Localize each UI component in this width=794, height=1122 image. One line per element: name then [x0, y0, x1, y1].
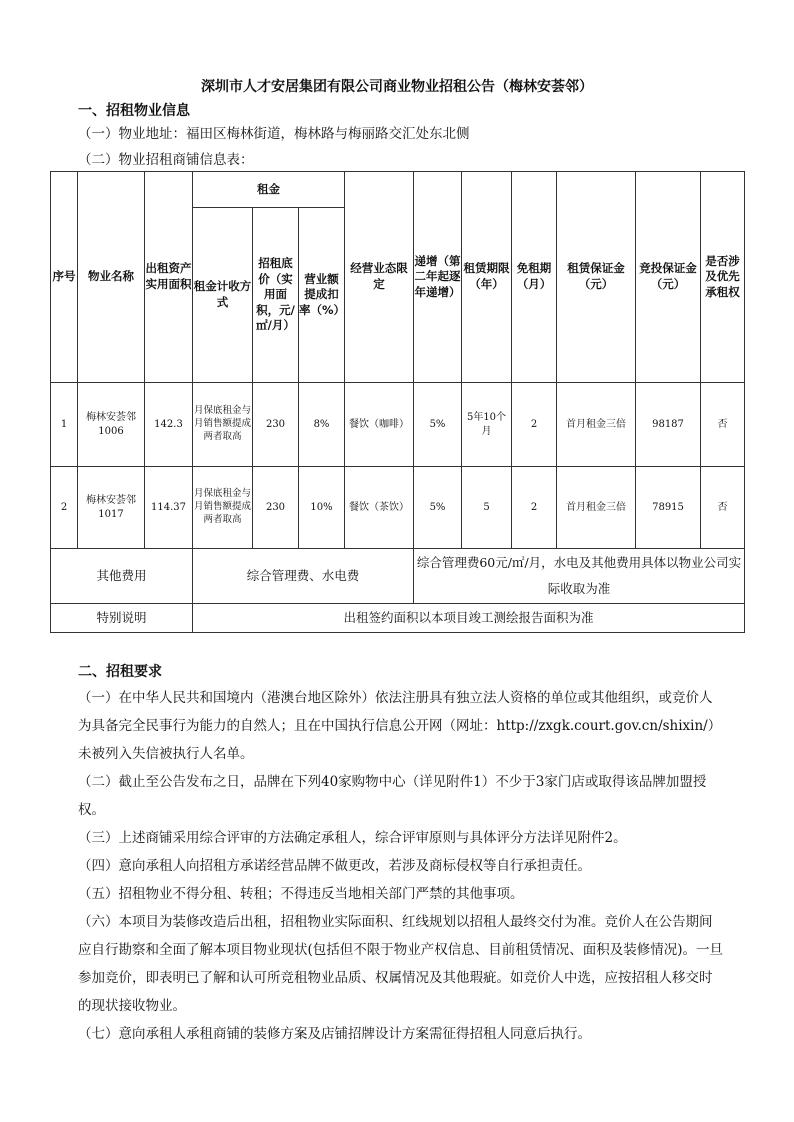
row-priority: 否: [701, 467, 745, 549]
row-bid: 78915: [636, 467, 701, 549]
row-area: 114.37: [145, 467, 193, 549]
row-business: 餐饮（咖啡）: [345, 383, 414, 467]
row-business: 餐饮（茶饮）: [345, 467, 414, 549]
header-bid-deposit: 竞投保证金（元）: [636, 172, 701, 383]
requirement-item-4: （四）意向承租人向招租方承诺经营品牌不做更改，若涉及商标侵权等自行承担责任。: [78, 858, 591, 874]
header-seq: 序号: [51, 172, 78, 383]
other-fees-label: 其他费用: [51, 549, 193, 604]
row-commission: 8%: [299, 383, 345, 467]
row-name: 梅林安荟邻1006: [78, 383, 145, 467]
section1-heading: 一、招租物业信息: [78, 103, 190, 119]
row-term: 5年10个月: [462, 383, 512, 467]
row-deposit: 首月租金三倍: [557, 383, 636, 467]
row-commission: 10%: [299, 467, 345, 549]
section2-heading: 二、招租要求: [78, 664, 162, 680]
row-area: 142.3: [145, 383, 193, 467]
table-caption: （二）物业招租商铺信息表：: [78, 152, 254, 168]
header-rent-group: 租金: [193, 172, 345, 208]
row-seq: 2: [51, 467, 78, 549]
other-fees-detail: 综合管理费60元/㎡/月，水电及其他费用具体以物业公司实际收取为准: [414, 549, 745, 604]
header-name: 物业名称: [78, 172, 145, 383]
header-base-price: 招租底价（实用面积，元/㎡/月）: [253, 208, 299, 383]
row-method: 月保底租金与月销售额提成两者取高: [193, 383, 253, 467]
special-note-label: 特别说明: [51, 604, 193, 633]
row-bid: 98187: [636, 383, 701, 467]
header-deposit: 租赁保证金（元）: [557, 172, 636, 383]
requirement-item-7: （七）意向承租人承租商铺的装修方案及店铺招牌设计方案需征得招租人同意后执行。: [78, 1026, 591, 1042]
requirement-item-2: （二）截止至公告发布之日，品牌在下列40家购物中心（详见附件1）不少于3家门店或取得该品牌加盟授权。: [78, 774, 707, 818]
document-title: 深圳市人才安居集团有限公司商业物业招租公告（梅林安荟邻）: [201, 79, 593, 95]
row-priority: 否: [701, 383, 745, 467]
header-free-period: 免租期（月）: [512, 172, 557, 383]
row-term: 5: [462, 467, 512, 549]
requirement-item-3: （三）上述商铺采用综合评审的方法确定承租人，综合评审原则与具体评分方法详见附件2。: [78, 830, 627, 846]
row-price: 230: [253, 467, 299, 549]
header-commission: 营业额提成扣率（%）: [299, 208, 345, 383]
table-row: [51, 383, 745, 467]
row-price: 230: [253, 383, 299, 467]
header-business: 经营业态限定: [345, 172, 414, 383]
row-free: 2: [512, 383, 557, 467]
table-row: [51, 467, 745, 549]
row-name: 梅林安荟邻1017: [78, 467, 145, 549]
other-fees-items: 综合管理费、水电费: [193, 549, 414, 604]
row-increase: 5%: [414, 383, 462, 467]
requirement-item-6: （六）本项目为装修改造后出租，招租物业实际面积、红线规划以招租人最终交付为准。竞价人在公告期间应自行勘察和全面了解本项目物业现状(包括但不限于物业产权信息、目前租赁情况、面积及装修情况)。一旦参加竞价，即表明已了解和认可所竞租物业品质、权属情况及其他瑕疵。如竞价人中选，应按招租人移交时的现状接收物业。: [78, 914, 724, 1014]
header-rent-method: 租金计收方式: [193, 208, 253, 383]
row-free: 2: [512, 467, 557, 549]
requirement-item-5: （五）招租物业不得分租、转租；不得违反当地相关部门严禁的其他事项。: [78, 886, 524, 902]
other-fees-row: [51, 549, 745, 604]
header-area: 出租资产实用面积: [145, 172, 193, 383]
row-deposit: 首月租金三倍: [557, 467, 636, 549]
header-priority: 是否涉及优先承租权: [701, 172, 745, 383]
header-increase: 递增（第二年起逐年递增）: [414, 172, 462, 383]
special-note-text: 出租签约面积以本项目竣工测绘报告面积为准: [193, 604, 745, 633]
header-term: 租赁期限（年）: [462, 172, 512, 383]
requirement-item-1: （一）在中华人民共和国境内（港澳台地区除外）依法注册具有独立法人资格的单位或其他组织，或竞价人为具备完全民事行为能力的自然人；且在中国执行信息公开网（网址：http://zxgk.court.gov.cn/shixin/）未被列入失信被执行人名单。: [78, 690, 722, 762]
special-note-row: [51, 604, 745, 633]
shop-info-table: [50, 171, 745, 633]
row-method: 月保底租金与月销售额提成两者取高: [193, 467, 253, 549]
row-increase: 5%: [414, 467, 462, 549]
property-address: （一）物业地址：福田区梅林街道，梅林路与梅丽路交汇处东北侧: [78, 126, 470, 142]
row-seq: 1: [51, 383, 78, 467]
